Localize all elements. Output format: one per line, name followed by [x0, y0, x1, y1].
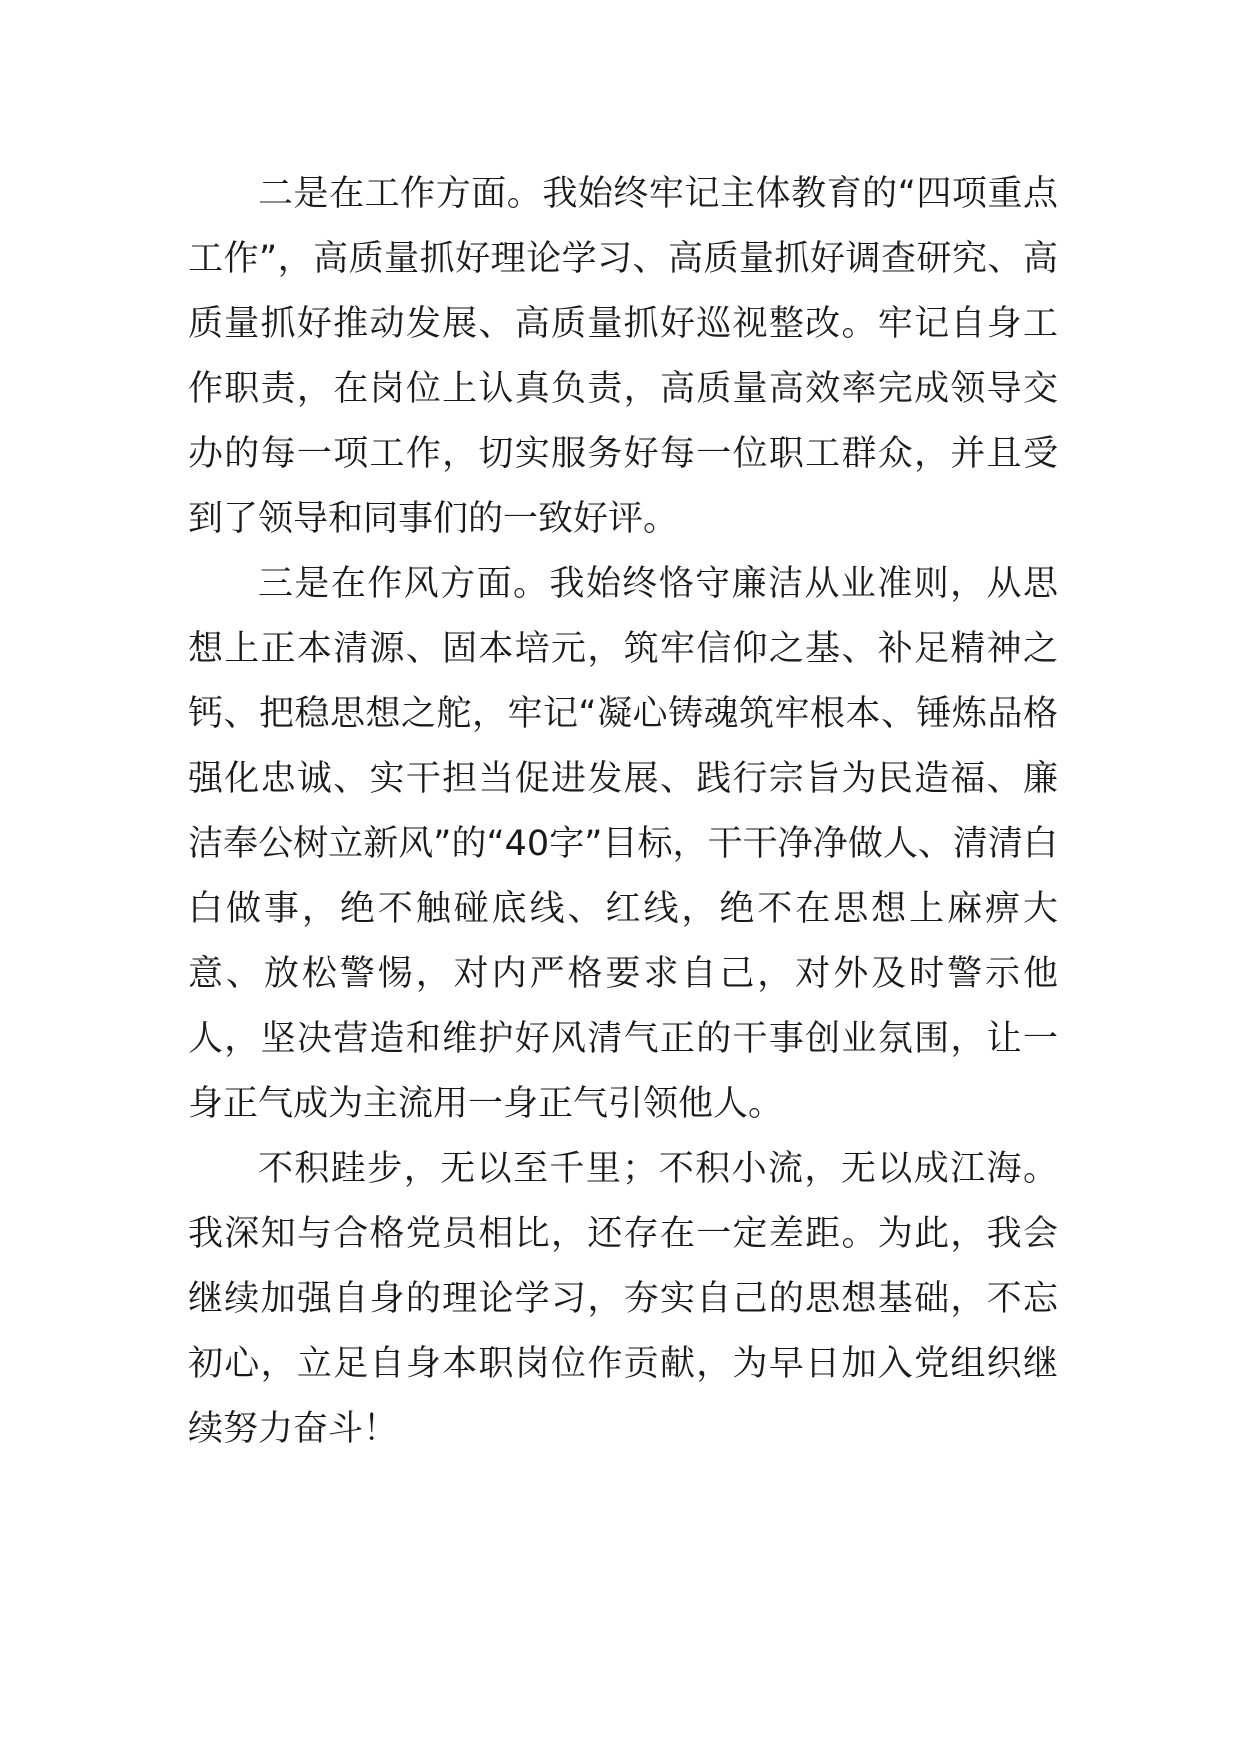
paragraph-work: 二是在工作方面。我始终牢记主体教育的“四项重点工作”，高质量抓好理论学习、高质量抓好调查研究、高质量抓好推动发展、高质量抓好巡视整改。牢记自身工作职责，在岗位上认真负责，高质量高效率完成领导交办的每一项工作，切实服务好每一位职工群众，并且受到了领导和同事们的一致好评。 [188, 174, 1058, 539]
paragraph-conclusion: 不积跬步，无以至千里；不积小流，无以成江海。我深知与合格党员相比，还存在一定差距。为此，我会继续加强自身的理论学习，夯实自己的思想基础，不忘初心，立足自身本职岗位作贡献，为早日加入党组织继续努力奋斗！ [188, 1149, 1058, 1449]
document-body [188, 162, 1058, 1462]
paragraph-conduct: 三是在作风方面。我始终恪守廉洁从业准则，从思想上正本清源、固本培元，筑牢信仰之基、补足精神之钙、把稳思想之舵，牢记“凝心铸魂筑牢根本、锤炼品格强化忠诚、实干担当促进发展、践行宗旨为民造福、廉洁奉公树立新风”的“40字”目标，干干净净做人、清清白白做事，绝不触碰底线、红线，绝不在思想上麻痹大意、放松警惕，对内严格要求自己，对外及时警示他人，坚决营造和维护好风清气正的干事创业氛围，让一身正气成为主流用一身正气引领他人。 [188, 564, 1058, 1124]
